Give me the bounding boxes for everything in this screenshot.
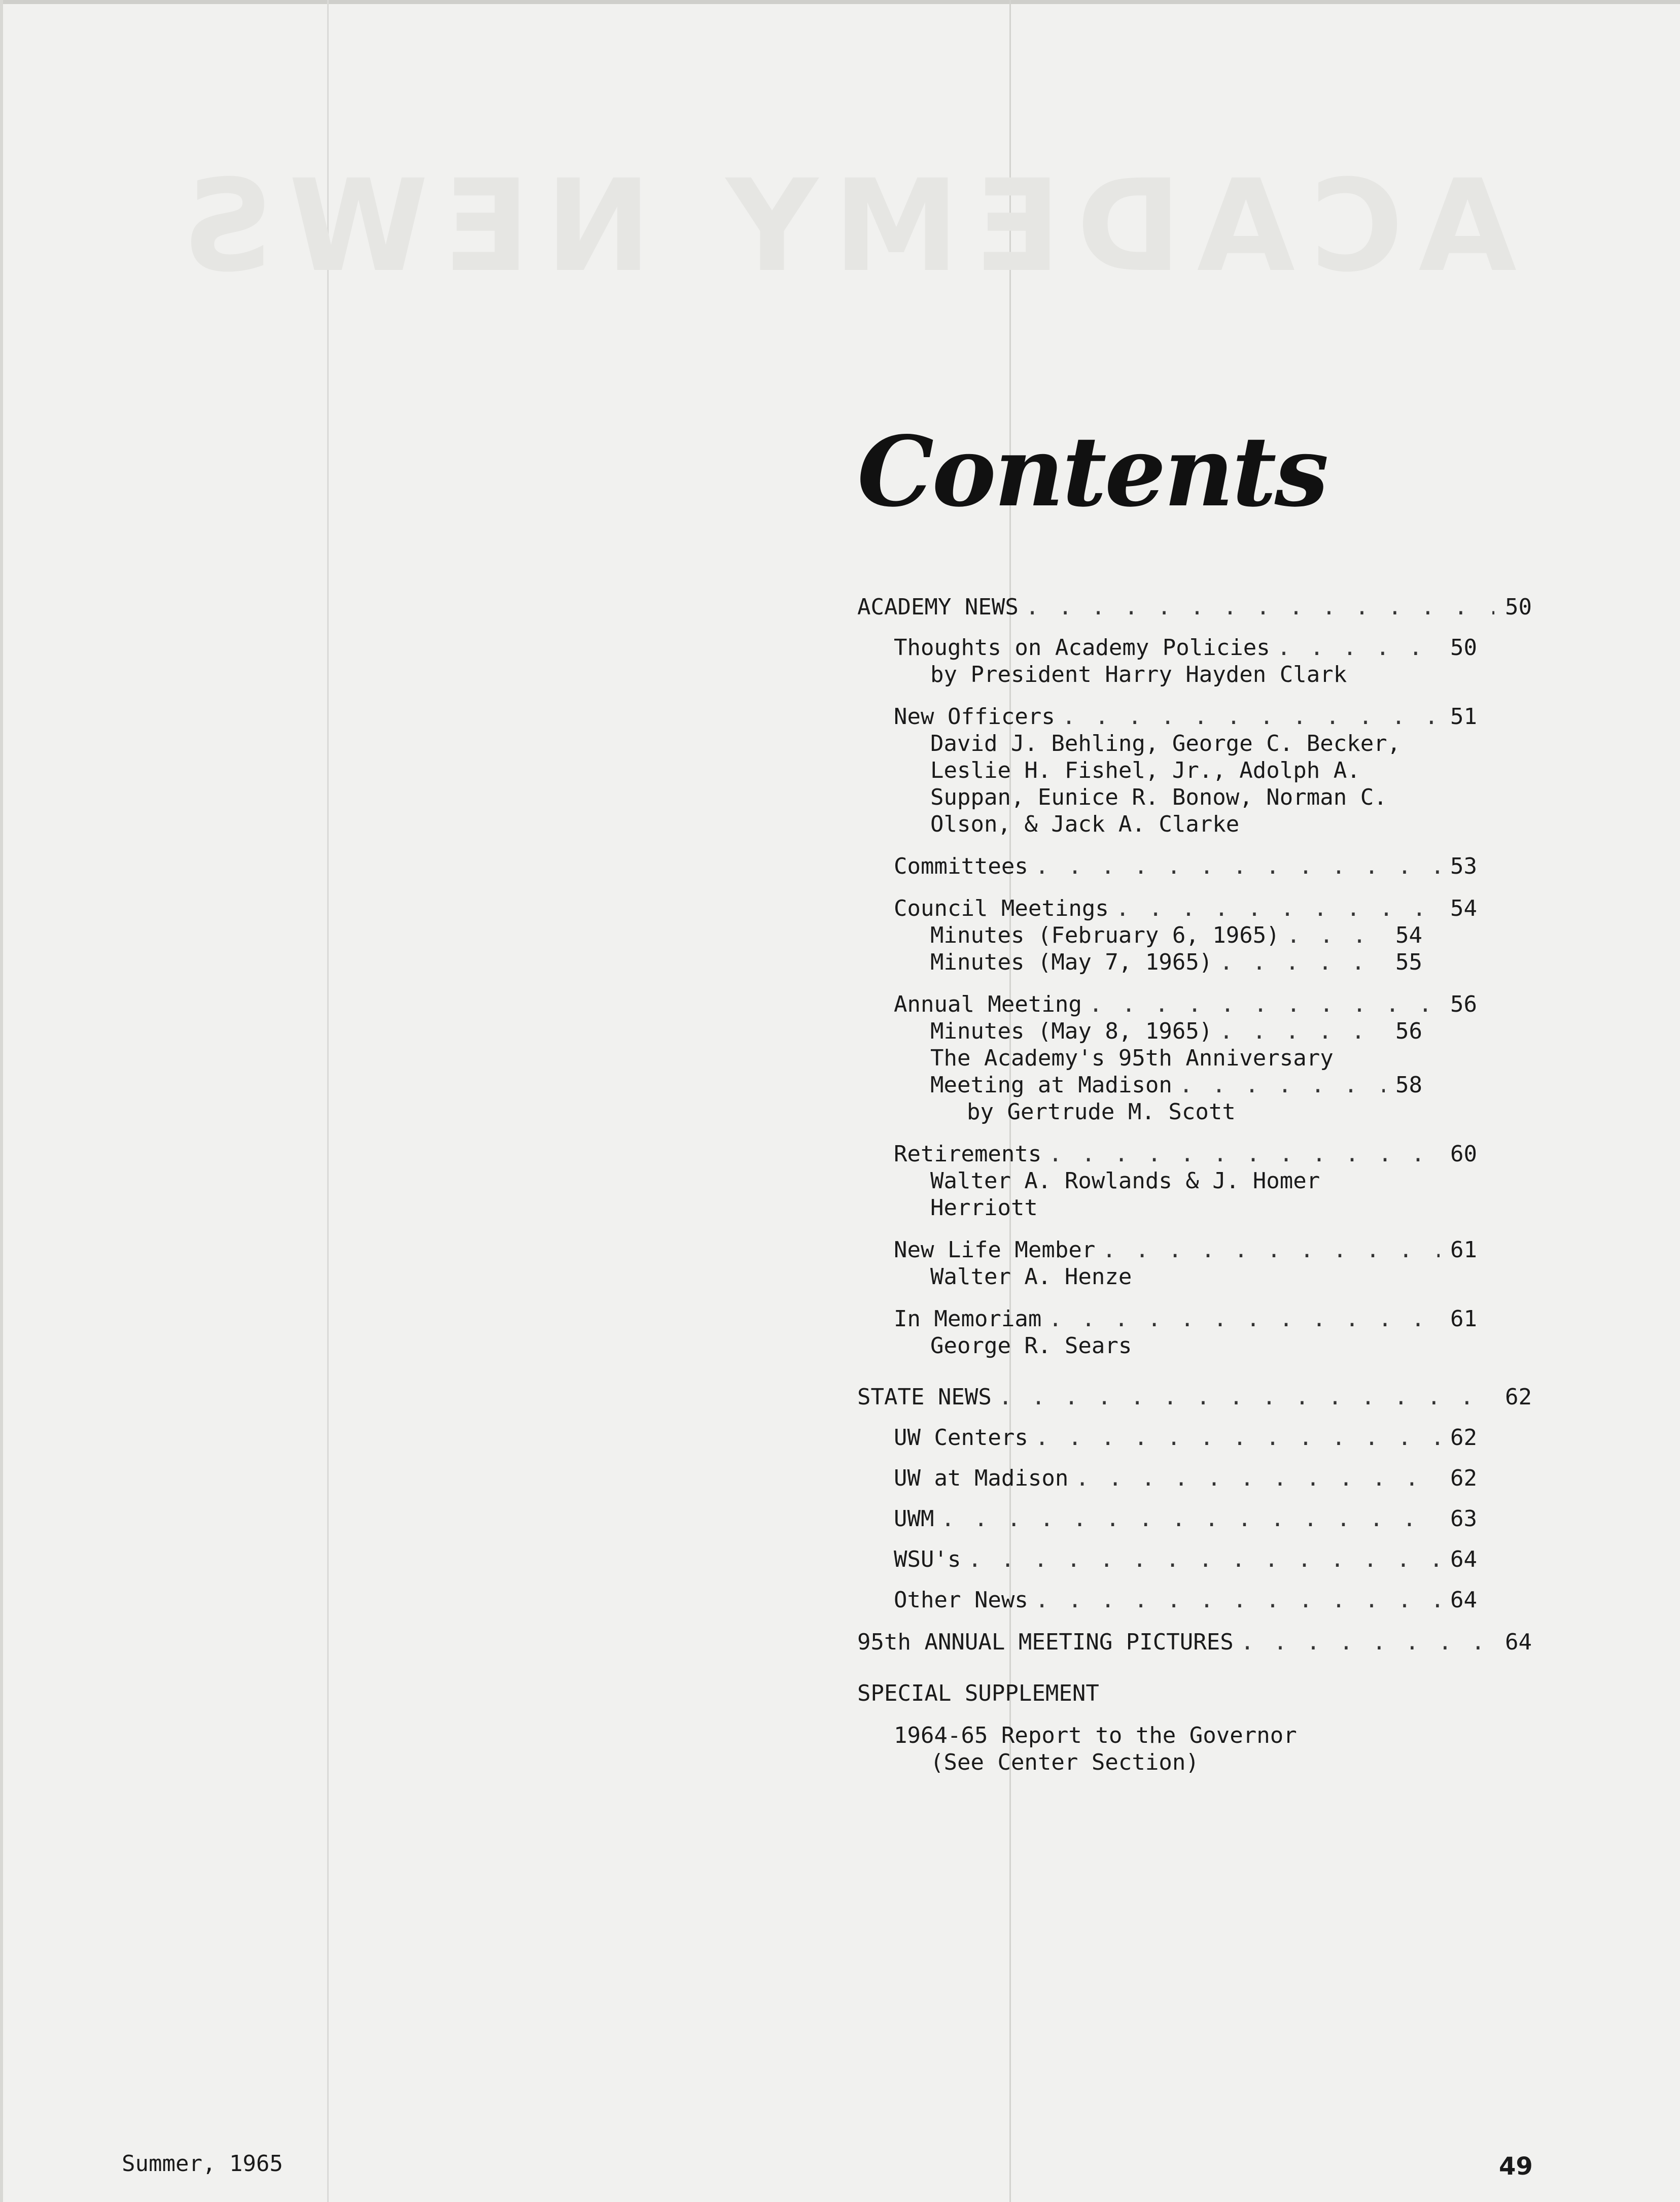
toc-entry-label-line: The Academy's 95th Anniversary <box>930 1045 1334 1071</box>
page-number: 49 <box>1499 2152 1533 2181</box>
dot-leader <box>1287 922 1385 949</box>
dot-leader <box>1102 1236 1440 1263</box>
dot-leader <box>999 1384 1494 1410</box>
toc-entry-new-officers[interactable] <box>894 703 1477 730</box>
toc-detail-line: Walter A. Rowlands & J. Homer <box>930 1168 1320 1194</box>
toc-subentry-minutes-feb[interactable] <box>930 922 1422 949</box>
scan-edge-left <box>0 0 3 2202</box>
toc-entry-label: Council Meetings <box>894 896 1109 921</box>
dot-leader <box>1219 1018 1385 1045</box>
toc-page-number: 56 <box>1450 991 1477 1017</box>
toc-entry-label: Meeting at Madison <box>930 1072 1172 1098</box>
toc-detail-line: (See Center Section) <box>930 1749 1199 1775</box>
toc-entry-other-news[interactable] <box>894 1587 1477 1613</box>
toc-detail-line: David J. Behling, George C. Becker, <box>930 731 1401 756</box>
toc-section-meeting-pictures[interactable] <box>857 1629 1532 1656</box>
toc-section-state-news[interactable] <box>857 1384 1532 1410</box>
toc-byline: by Gertrude M. Scott <box>967 1099 1236 1125</box>
toc-page-number: 63 <box>1450 1506 1477 1532</box>
toc-byline: by President Harry Hayden Clark <box>930 662 1347 687</box>
toc-section-heading: ACADEMY NEWS <box>857 594 1019 620</box>
dot-leader <box>1048 1141 1440 1167</box>
toc-page-number: 54 <box>1395 922 1422 948</box>
dot-leader <box>1219 949 1385 976</box>
toc-entry-label: WSU's <box>894 1546 961 1572</box>
page-title: Contents <box>857 415 1327 528</box>
toc-entry-label: UWM <box>894 1506 934 1532</box>
toc-entry-wsus[interactable] <box>894 1546 1477 1573</box>
toc-page-number: 55 <box>1395 949 1422 975</box>
dot-leader <box>1089 991 1440 1018</box>
issue-date: Summer, 1965 <box>122 2151 283 2177</box>
toc-page-number: 50 <box>1505 594 1532 620</box>
dot-leader <box>1048 1305 1440 1332</box>
toc-entry-label: New Life Member <box>894 1237 1096 1263</box>
toc-detail-line: Olson, & Jack A. Clarke <box>930 811 1240 837</box>
toc-entry-label: Other News <box>894 1587 1028 1613</box>
dot-leader <box>1116 895 1440 922</box>
toc-page-number: 60 <box>1450 1141 1477 1167</box>
toc-section-academy-news[interactable] <box>857 594 1532 621</box>
show-through-bleed: ACADEMY NEWS <box>166 152 1517 300</box>
toc-detail-line: Walter A. Henze <box>930 1264 1132 1290</box>
toc-detail-line: Leslie H. Fishel, Jr., Adolph A. <box>930 758 1360 783</box>
toc-entry-label: UW Centers <box>894 1425 1028 1451</box>
toc-detail-line: Suppan, Eunice R. Bonow, Norman C. <box>930 784 1387 810</box>
toc-entry-report-to-governor[interactable]: 1964-65 Report to the Governor <box>894 1723 1297 1748</box>
toc-page-number: 62 <box>1450 1465 1477 1491</box>
toc-entry-label: New Officers <box>894 704 1055 730</box>
toc-detail-line: Herriott <box>930 1195 1038 1221</box>
toc-entry-label: Minutes (February 6, 1965) <box>930 922 1280 948</box>
toc-entry-label: Minutes (May 8, 1965) <box>930 1018 1213 1044</box>
dot-leader <box>941 1505 1440 1532</box>
toc-page-number: 56 <box>1395 1018 1422 1044</box>
dot-leader <box>1241 1629 1494 1656</box>
toc-page-number: 51 <box>1450 704 1477 730</box>
toc-entry-thoughts[interactable] <box>894 634 1477 661</box>
toc-entry-label: Thoughts on Academy Policies <box>894 635 1270 661</box>
toc-page-number: 61 <box>1450 1237 1477 1263</box>
toc-entry-uw-centers[interactable] <box>894 1424 1477 1451</box>
table-of-contents <box>857 594 1532 1776</box>
toc-page-number: 64 <box>1450 1587 1477 1613</box>
toc-entry-label: Minutes (May 7, 1965) <box>930 949 1213 975</box>
dot-leader <box>1035 1587 1440 1613</box>
dot-leader <box>1062 703 1440 730</box>
toc-entry-label: Retirements <box>894 1141 1042 1167</box>
toc-subentry-minutes-may8[interactable] <box>930 1018 1422 1045</box>
dot-leader <box>1026 594 1494 621</box>
dot-leader <box>1035 853 1440 880</box>
toc-entry-council-meetings[interactable] <box>894 895 1477 922</box>
toc-section-heading: 95th ANNUAL MEETING PICTURES <box>857 1629 1234 1655</box>
scan-edge-top <box>0 0 1680 4</box>
dot-leader <box>1035 1424 1440 1451</box>
toc-page-number: 61 <box>1450 1306 1477 1332</box>
toc-entry-retirements[interactable] <box>894 1141 1477 1167</box>
toc-page-number: 62 <box>1505 1384 1532 1410</box>
toc-page-number: 50 <box>1450 635 1477 661</box>
dot-leader <box>968 1546 1440 1573</box>
toc-section-special-supplement[interactable]: SPECIAL SUPPLEMENT <box>857 1680 1099 1706</box>
toc-entry-in-memoriam[interactable] <box>894 1305 1477 1332</box>
toc-detail-line: George R. Sears <box>930 1333 1132 1359</box>
dot-leader <box>1075 1465 1440 1492</box>
toc-section-heading: STATE NEWS <box>857 1384 992 1410</box>
toc-entry-uwm[interactable] <box>894 1505 1477 1532</box>
toc-page-number: 64 <box>1505 1629 1532 1655</box>
toc-subentry-minutes-may7[interactable] <box>930 949 1422 976</box>
toc-page-number: 64 <box>1450 1546 1477 1572</box>
toc-entry-new-life-member[interactable] <box>894 1236 1477 1263</box>
toc-page-number: 62 <box>1450 1425 1477 1451</box>
toc-page-number: 53 <box>1450 853 1477 879</box>
toc-entry-committees[interactable] <box>894 853 1477 880</box>
toc-entry-annual-meeting[interactable] <box>894 991 1477 1018</box>
toc-entry-uw-at-madison[interactable] <box>894 1465 1477 1492</box>
toc-page-number: 54 <box>1450 896 1477 921</box>
dot-leader <box>1277 634 1440 661</box>
toc-entry-label: In Memoriam <box>894 1306 1042 1332</box>
page-fold-line <box>327 0 329 2202</box>
dot-leader <box>1179 1072 1385 1098</box>
toc-entry-label: Committees <box>894 853 1028 879</box>
toc-entry-label: UW at Madison <box>894 1465 1069 1491</box>
toc-page-number: 58 <box>1395 1072 1422 1098</box>
toc-subentry-95th-anniversary[interactable] <box>930 1072 1422 1098</box>
toc-entry-label: Annual Meeting <box>894 991 1082 1017</box>
